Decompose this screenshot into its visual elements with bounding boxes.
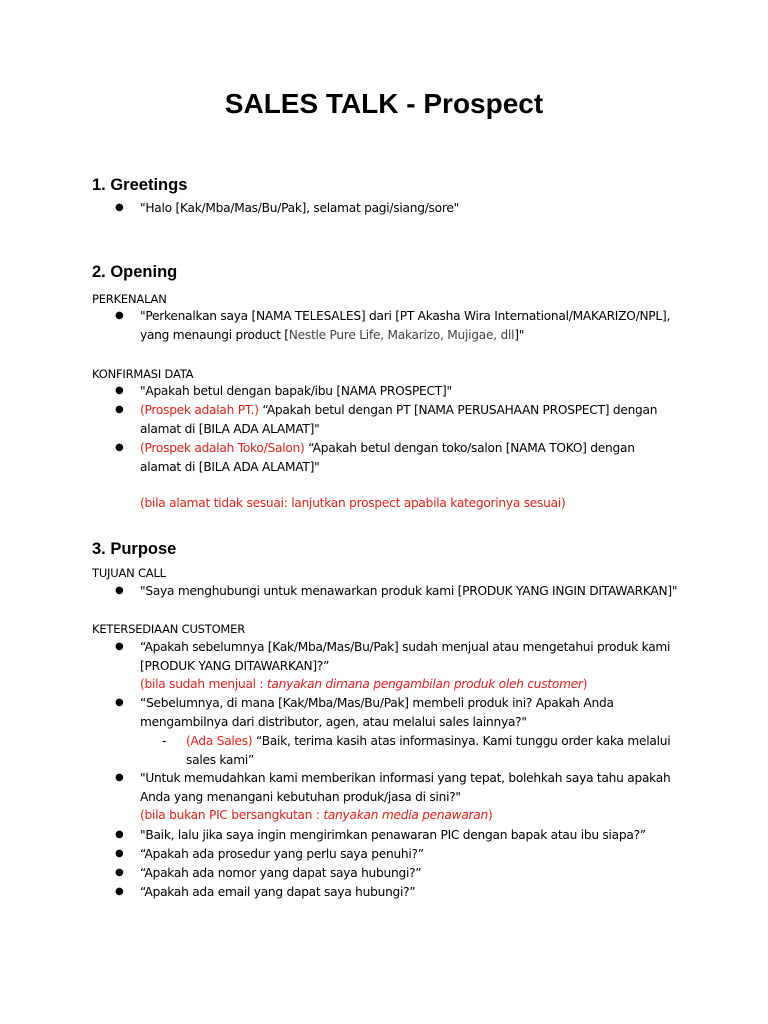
condition-tag: (Prospek adalah PT.) xyxy=(140,403,259,417)
bullet-icon: ● xyxy=(115,867,124,878)
bullet-icon: ● xyxy=(115,404,124,415)
bullet-icon: ● xyxy=(115,848,124,859)
list-item-konfirmasi-2: ● (Prospek adalah PT.) “Apakah betul dengan PT [NAMA PERUSAHAAN PROSPECT] dengan alamat di [BILA ADA ALAMAT]" xyxy=(115,403,658,436)
bullet-icon: ● xyxy=(115,641,124,652)
bullet-icon: ● xyxy=(115,202,124,213)
list-item-ketersediaan-7: ● “Apakah ada email yang dapat saya hubungi?” xyxy=(140,883,680,902)
bullet-icon: ● xyxy=(115,829,124,840)
list-item-ketersediaan-6: ● “Apakah ada nomor yang dapat saya hubungi?” xyxy=(140,864,680,883)
dash-icon: - xyxy=(162,734,167,748)
heading-opening: 2. Opening xyxy=(92,263,178,281)
heading-greetings: 1. Greetings xyxy=(92,176,188,194)
bullet-icon: ● xyxy=(115,697,124,708)
list-item-ketersediaan-4: ● "Baik, lalu jika saya ingin mengirimkan penawaran PIC dengan bapak atau ibu siapa?” xyxy=(140,826,680,845)
label-ketersediaan-customer: KETERSEDIAAN CUSTOMER xyxy=(92,622,246,636)
list-item-ketersediaan-2: ● “Sebelumnya, di mana [Kak/Mba/Mas/Bu/Pak] membeli produk ini? Apakah Anda mengambilnya dari distributor, agen, atau melalui sales lainnya?" xyxy=(115,696,614,729)
condition-tag: (Prospek adalah Toko/Salon) xyxy=(140,441,305,455)
heading-purpose: 3. Purpose xyxy=(92,540,177,558)
list-item-greeting: ● "Halo [Kak/Mba/Mas/Bu/Pak], selamat pagi/siang/sore" xyxy=(140,199,680,218)
label-perkenalan: PERKENALAN xyxy=(92,292,167,306)
sub-item-ada-sales: - (Ada Sales) “Baik, terima kasih atas informasinya. Kami tunggu order kaka melalui sales kami” xyxy=(162,734,671,767)
note-alamat: (bila alamat tidak sesuai: lanjutkan prospect apabila kategorinya sesuai) xyxy=(140,496,566,510)
bullet-icon: ● xyxy=(115,772,124,783)
condition-tag: (Ada Sales) xyxy=(186,734,253,748)
bullet-icon: ● xyxy=(115,310,124,321)
bullet-icon: ● xyxy=(115,585,124,596)
label-tujuan-call: TUJUAN CALL xyxy=(92,566,166,580)
document-title: SALES TALK - Prospect xyxy=(224,88,544,119)
list-item-konfirmasi-1: ● "Apakah betul dengan bapak/ibu [NAMA PROSPECT]" xyxy=(140,382,680,401)
bullet-icon: ● xyxy=(115,385,124,396)
note-bukan-pic: (bila bukan PIC bersangkutan : tanyakan media penawaran) xyxy=(140,808,493,822)
list-item-perkenalan: ● "Perkenalkan saya [NAMA TELESALES] dari [PT Akasha Wira International/MAKARIZO/NPL], yang menaungi product [Nestle Pure Life, Makarizo, Mujigae, dll]" xyxy=(115,309,671,342)
list-item-ketersediaan-3: ● "Untuk memudahkan kami memberikan informasi yang tepat, bolehkah saya tahu apakah Anda yang menangani kebutuhan produk/jasa di sini?" (bila bukan PIC bersangkutan : tanyakan media penawaran) xyxy=(115,771,671,822)
list-item-tujuan: ● "Saya menghubungi untuk menawarkan produk kami [PRODUK YANG INGIN DITAWARKAN]" xyxy=(140,582,680,601)
bullet-icon: ● xyxy=(115,886,124,897)
list-item-ketersediaan-5: ● “Apakah ada prosedur yang perlu saya penuhi?” xyxy=(140,845,680,864)
bullet-icon: ● xyxy=(115,442,124,453)
note-sudah-menjual: (bila sudah menjual : tanyakan dimana pengambilan produk oleh customer) xyxy=(140,677,588,691)
list-item-ketersediaan-1: ● “Apakah sebelumnya [Kak/Mba/Mas/Bu/Pak] sudah menjual atau mengetahui produk kami [PRODUK YANG DITAWARKAN]?” (bila sudah menjual : tanyakan dimana pengambilan produk oleh customer) xyxy=(115,640,671,691)
label-konfirmasi-data: KONFIRMASI DATA xyxy=(92,367,194,381)
product-list: Nestle Pure Life, Makarizo, Mujigae, dll xyxy=(288,327,515,342)
list-item-konfirmasi-3: ● (Prospek adalah Toko/Salon) “Apakah betul dengan toko/salon [NAMA TOKO] dengan alamat di [BILA ADA ALAMAT]" xyxy=(115,441,635,474)
